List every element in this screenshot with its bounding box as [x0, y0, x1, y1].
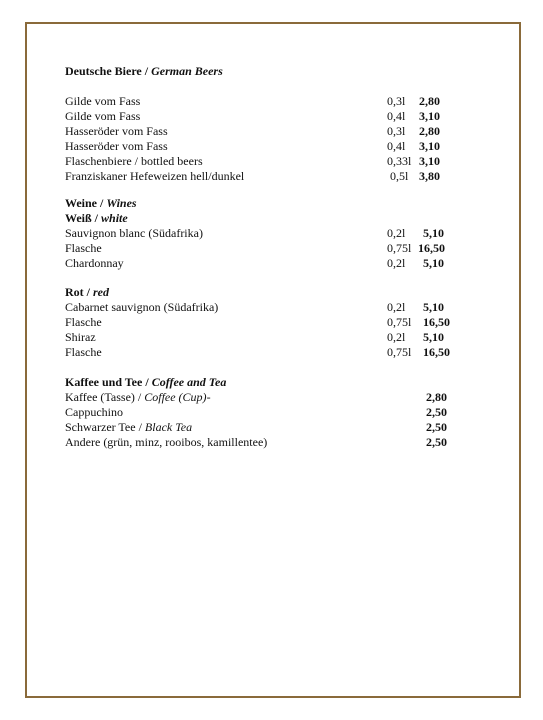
- list-item: Chardonnay 0,2l 5,10: [65, 256, 444, 270]
- list-item: Sauvignon blanc (Südafrika) 0,2l 5,10: [65, 226, 444, 240]
- coffee-heading: Kaffee und Tee / Coffee and Tea: [65, 375, 227, 389]
- list-item: Andere (grün, minz, rooibos, kamillentee) 2,50: [65, 435, 447, 449]
- beer-list: [65, 94, 465, 184]
- list-item: Hasseröder vom Fass 0,4l 3,10: [65, 139, 440, 153]
- list-item: Franziskaner Hefeweizen hell/dunkel 0,5l 3,80: [65, 169, 440, 183]
- list-item: Shiraz 0,2l 5,10: [65, 330, 444, 344]
- list-item: Gilde vom Fass 0,4l 3,10: [65, 109, 440, 123]
- wine-heading: Weine / Wines: [65, 196, 137, 210]
- wine-section: [65, 196, 465, 271]
- list-item: Flaschenbiere / bottled beers 0,33l 3,10: [65, 154, 440, 168]
- list-item: Gilde vom Fass 0,3l 2,80: [65, 94, 440, 108]
- list-item: Cabarnet sauvignon (Südafrika) 0,2l 5,10: [65, 300, 444, 314]
- beer-title: Deutsche Biere: [65, 64, 142, 78]
- list-item: Kaffee (Tasse) / Coffee (Cup)- 2,80: [65, 390, 447, 404]
- white-wine-heading: Weiß / white: [65, 211, 128, 225]
- list-item: Flasche 0,75l 16,50: [65, 315, 450, 329]
- beer-title-en: German Beers: [151, 64, 223, 78]
- list-item: Flasche 0,75l 16,50: [65, 345, 450, 359]
- beer-heading: Deutsche Biere / German Beers: [65, 64, 223, 78]
- list-item: Cappuchino 2,50: [65, 405, 447, 419]
- list-item: Hasseröder vom Fass 0,3l 2,80: [65, 124, 440, 138]
- beer-section: [65, 64, 465, 79]
- list-item: Schwarzer Tee / Black Tea 2,50: [65, 420, 447, 434]
- red-wine-heading: Rot / red: [65, 285, 110, 299]
- list-item: Flasche 0,75l 16,50: [65, 241, 445, 255]
- coffee-section: [65, 375, 465, 450]
- red-wine-section: [65, 285, 465, 360]
